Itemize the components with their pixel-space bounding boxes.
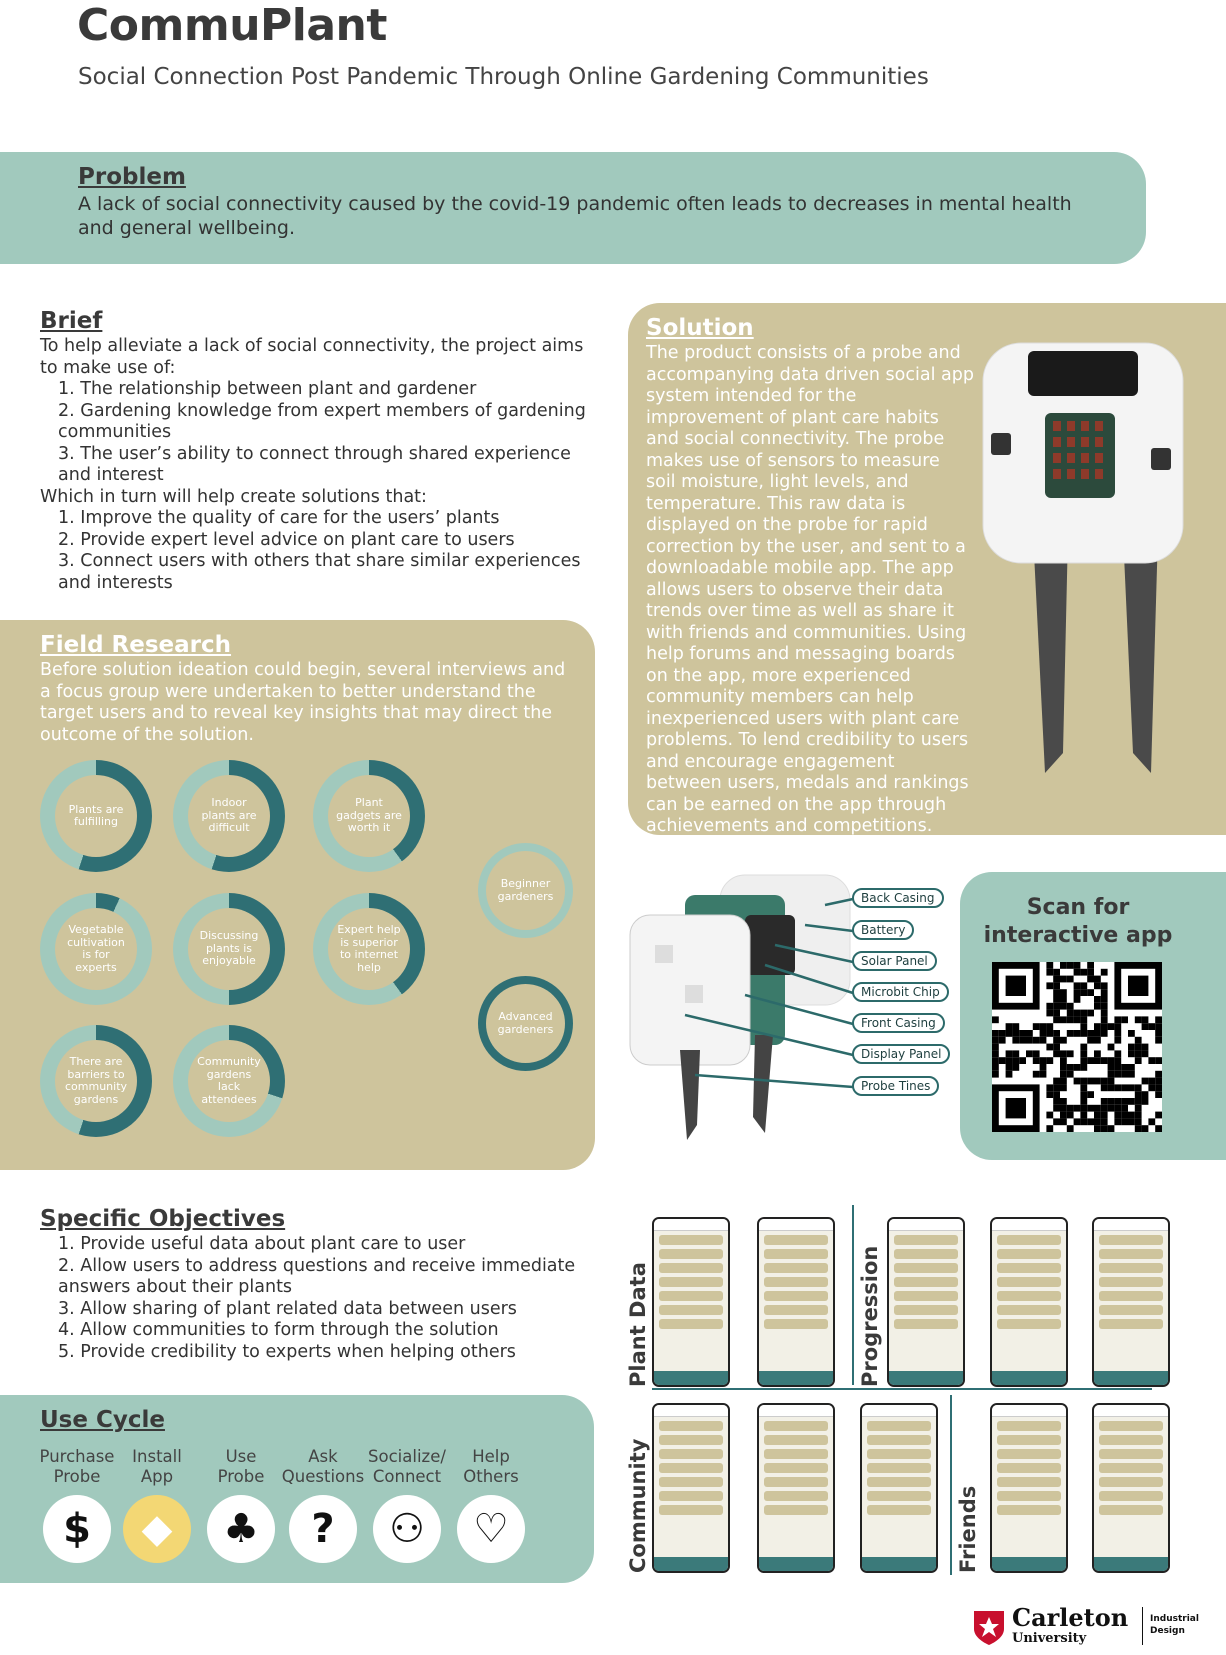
problem-panel [0,152,1146,264]
divider [1142,1607,1143,1645]
insight-ring [40,893,152,1005]
use-step-label [34,1447,120,1487]
qr-panel [960,872,1226,1160]
list-item: 5. Provide credibility to experts when helping others [58,1341,516,1362]
objectives-list [58,1234,610,1363]
insight-label: Plants are fulfilling [68,802,124,828]
list-item: 2. Allow users to address questions and receive immediate answers about their plants [58,1255,576,1297]
use-step-label [364,1447,450,1487]
divider [852,1205,854,1385]
question-icon: ? [289,1495,357,1563]
field-research-panel [0,620,595,1170]
insight-ring [173,1025,285,1137]
part-label-battery: Battery [852,920,914,940]
brief-solutions-list [58,508,600,594]
objectives-section [40,1206,610,1363]
shield-icon [972,1609,1006,1647]
brief-transition: Which in turn will help create solutions that: [40,486,427,507]
solution-panel [628,303,1226,835]
insight-label: Discussing plants is enjoyable [199,929,259,968]
app-screen-mockup [652,1217,730,1387]
exploded-view [625,865,945,1145]
use-step-line2: Others [463,1467,519,1486]
department-label [1150,1613,1199,1637]
list-item: 1. Provide useful data about plant care to user [58,1234,466,1254]
brief-aims-list [58,379,600,487]
legend-beginner-ring [478,843,573,938]
use-step-line2: Questions [281,1467,365,1486]
list-item: 3. Connect users with others that share similar experiences and interests [58,551,581,593]
list-item: 2. Provide expert level advice on plant care to users [58,529,515,550]
use-step-line2: Probe [217,1467,265,1486]
use-cycle-panel [0,1395,594,1583]
problem-heading: Problem [78,164,186,190]
department-line1: Industrial [1150,1614,1199,1624]
use-step-line2: Probe [53,1467,101,1486]
field-research-text: Before solution ideation could begin, several interviews and a focus group were undertaken to better understand the target users and to reveal key insights that may direct the outcome of the solution. [40,660,566,745]
brief-heading: Brief [40,308,103,334]
dollar-icon: $ [43,1495,111,1563]
list-item: 1. The relationship between plant and gardener [58,379,477,399]
brief-intro: To help alleviate a lack of social connectivity, the project aims to make use of: [40,336,584,378]
problem-text: A lack of social connectivity caused by the covid-19 pandemic often leads to decreases in mental health and general wellbeing. [78,193,1072,239]
part-label-probe-tines: Probe Tines [852,1076,939,1096]
use-step-label [114,1447,200,1487]
insight-label: Community gardens lack attendees [197,1055,261,1106]
use-step-label [198,1447,284,1487]
use-step-line1: Use [225,1447,257,1466]
qr-code[interactable] [992,962,1162,1132]
use-step-line2: App [140,1467,174,1486]
brief-section [40,308,600,594]
app-icon: ◆ [123,1495,191,1563]
part-label-front-casing: Front Casing [852,1013,945,1033]
app-screen-mockup [887,1217,965,1387]
plant-pot-icon: ♣ [207,1495,275,1563]
carleton-logo [972,1605,1202,1651]
university-name-line2: University [1012,1631,1087,1646]
probe-render [973,333,1213,773]
solution-heading: Solution [646,315,754,341]
people-icon: ⚇ [373,1495,441,1563]
qr-title-line2: interactive app [983,923,1173,948]
use-step-line1: Help [472,1447,510,1466]
qr-title [960,894,1196,950]
divider [652,1388,1152,1390]
list-item: 3. Allow sharing of plant related data between users [58,1298,517,1319]
poster-subtitle: Social Connection Post Pandemic Through Online Gardening Communities [78,64,929,90]
use-step-line1: Ask [308,1447,338,1466]
department-line2: Design [1150,1626,1185,1636]
app-screen-mockup [1092,1217,1170,1387]
use-step-label [448,1447,534,1487]
handshake-icon: ♡ [457,1495,525,1563]
use-step-line1: Socialize/ [368,1447,446,1466]
part-label-back-casing: Back Casing [852,888,944,908]
part-label-display-panel: Display Panel [852,1044,950,1064]
group-label-community: Community [626,1438,650,1573]
part-label-solar-panel: Solar Panel [852,951,937,971]
use-step-line2: Connect [372,1467,442,1486]
app-screen-mockup [1092,1403,1170,1573]
app-screen-mockup [990,1403,1068,1573]
poster-title: CommuPlant [77,0,387,51]
insight-label: Expert help is superior to internet help [337,923,401,974]
solution-text: The product consists of a probe and accompanying data driven social app system intended for the improvement of plant care habits and social connectivity. The probe makes use of sensors to measure soil moisture, light levels, and temperature. This raw data is displayed on the probe for rapid correction by the user, and sent to a downloadable mobile app. The app allows users to observe their data trends over time as well as share it with friends and communities. Using help forums and messaging boards on the app, more experienced community members can help inexperienced users with plant care problems. To lend credibility to users and encourage engagement between users, medals and rankings can be earned on the app through achievements and competitions. [646,343,974,836]
legend-beginner-label: Beginner gardeners [497,877,554,903]
list-item: 1. Improve the quality of care for the users’ plants [58,508,500,528]
group-label-plant-data: Plant Data [626,1262,650,1387]
insight-ring [40,1025,152,1137]
use-cycle-heading: Use Cycle [40,1407,165,1433]
use-step-line1: Purchase [39,1447,115,1466]
insight-label: Vegetable cultivation is for experts [67,923,125,974]
qr-title-line1: Scan for [1026,895,1130,920]
insight-label: There are barriers to community gardens [64,1055,128,1106]
insight-ring [173,893,285,1005]
app-screen-mockup [860,1403,938,1573]
insight-ring [40,760,152,872]
objectives-heading: Specific Objectives [40,1206,286,1232]
list-item: 3. The user’s ability to connect through shared experience and interest [58,443,571,485]
field-research-heading: Field Research [40,632,232,658]
list-item: 2. Gardening knowledge from expert members of gardening communities [58,400,586,442]
use-step-label [280,1447,366,1487]
use-step-line1: Install [132,1447,182,1466]
app-screen-mockup [757,1217,835,1387]
legend-advanced-ring [478,976,573,1071]
insight-label: Plant gadgets are worth it [336,796,402,835]
divider [950,1395,952,1575]
list-item: 4. Allow communities to form through the solution [58,1320,499,1340]
app-screens [622,1205,1182,1575]
insight-label: Indoor plants are difficult [201,796,257,835]
insight-ring [313,893,425,1005]
group-label-progression: Progression [858,1245,882,1387]
part-label-microbit-chip: Microbit Chip [852,982,949,1002]
app-screen-mockup [990,1217,1068,1387]
app-screen-mockup [757,1403,835,1573]
group-label-friends: Friends [956,1485,980,1573]
legend-advanced-label: Advanced gardeners [497,1010,554,1036]
insight-ring [313,760,425,872]
app-screen-mockup [652,1403,730,1573]
university-name: Carleton [1012,1603,1129,1632]
insight-ring [173,760,285,872]
